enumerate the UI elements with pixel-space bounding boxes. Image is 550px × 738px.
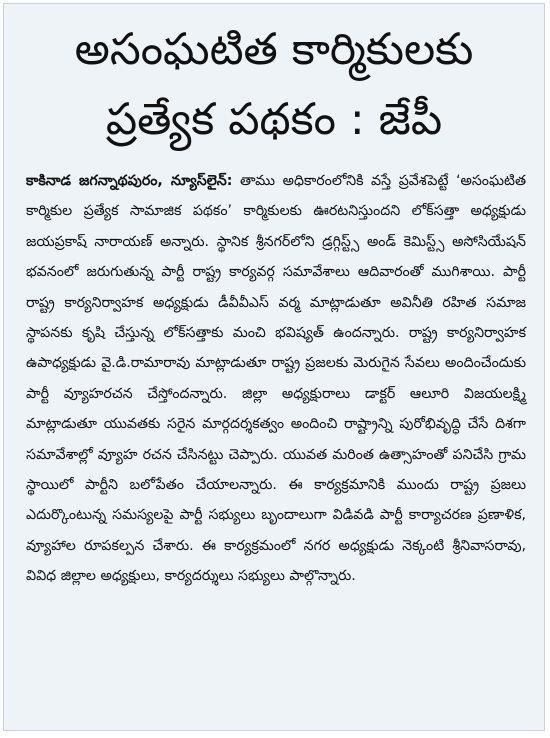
headline-line-1: అసంఘటిత కార్మికులకు: [74, 24, 474, 75]
news-clipping: [3, 3, 545, 731]
article-dateline: కాకినాడ జగన్నాథపురం, న్యూస్‌లైన్:: [26, 173, 233, 189]
article-text: తాము అధికారంలోనికి వస్తే ప్రవేశపెట్టే ‘అసంఘటిత కార్మికుల ప్రత్యేక సామాజిక పథకం’ కార్మికులకు ఊరటనిస్తుందని లోక్‌సత్తా అధ్యక్షుడు జయప్రకాష్ నారాయణ్ అన్నారు. స్థానిక శ్రీనగర్‌లోని డ్రగ్గిస్ట్స్ అండ్ కెమిస్ట్స్ అసోసియేషన్ భవనంలో జరుగుతున్న పార్టీ రాష్ట్ర కార్యవర్గ సమావేశాలు ఆదివారంతో ముగిశాయి. పార్టీ రాష్ట్ర కార్యనిర్వాహక అధ్యక్షుడు డీవీవీఎస్ వర్మ మాట్లాడుతూ అవినీతి రహిత సమాజ స్థాపనకు కృషి చేస్తున్న లోక్‌సత్తాకు మంచి భవిష్యత్ ఉందన్నారు. రాష్ట్ర కార్యనిర్వాహక ఉపాధ్యక్షుడు వై.డి.రామారావు మాట్లాడుతూ రాష్ట్ర ప్రజలకు మెరుగైన సేవలు అందించేందుకు పార్టీ వ్యూహరచన చేస్తోందన్నారు. జిల్లా అధ్యక్షురాలు డాక్టర్ ఆలూరి విజయలక్ష్మి మాట్లాడుతూ యువతకు సరైన మార్గదర్శకత్వం అందించి రాష్ట్రాన్ని పురోభివృద్ధి చేసే దిశగా సమావేశాల్లో వ్యూహ రచన చేసినట్టు చెప్పారు. యువత మరింత ఉత్సాహంతో పనిచేసి గ్రామ స్థాయిలో పార్టీని బలోపేతం చేయాలన్నారు. ఈ కార్యక్రమానికి ముందు రాష్ట్ర ప్రజలు ఎదుర్కొంటున్న సమస్యలపై పార్టీ సభ్యులు బృందాలుగా విడివడి పార్టీ కార్యాచరణ ప్రణాళిక, వ్యూహాల రూపకల్పన చేశారు. ఈ కార్యక్రమంలో నగర అధ్యక్షుడు నెక్కంటి శ్రీనివాసరావు, వివిధ జిల్లాల అధ్యక్షులు, కార్యదర్శులు సభ్యులు పాల్గొన్నారు.: [26, 173, 527, 585]
article-body: [26, 166, 526, 592]
headline-line-2: ప్రత్యేక పథకం : జేపీ: [105, 94, 443, 145]
